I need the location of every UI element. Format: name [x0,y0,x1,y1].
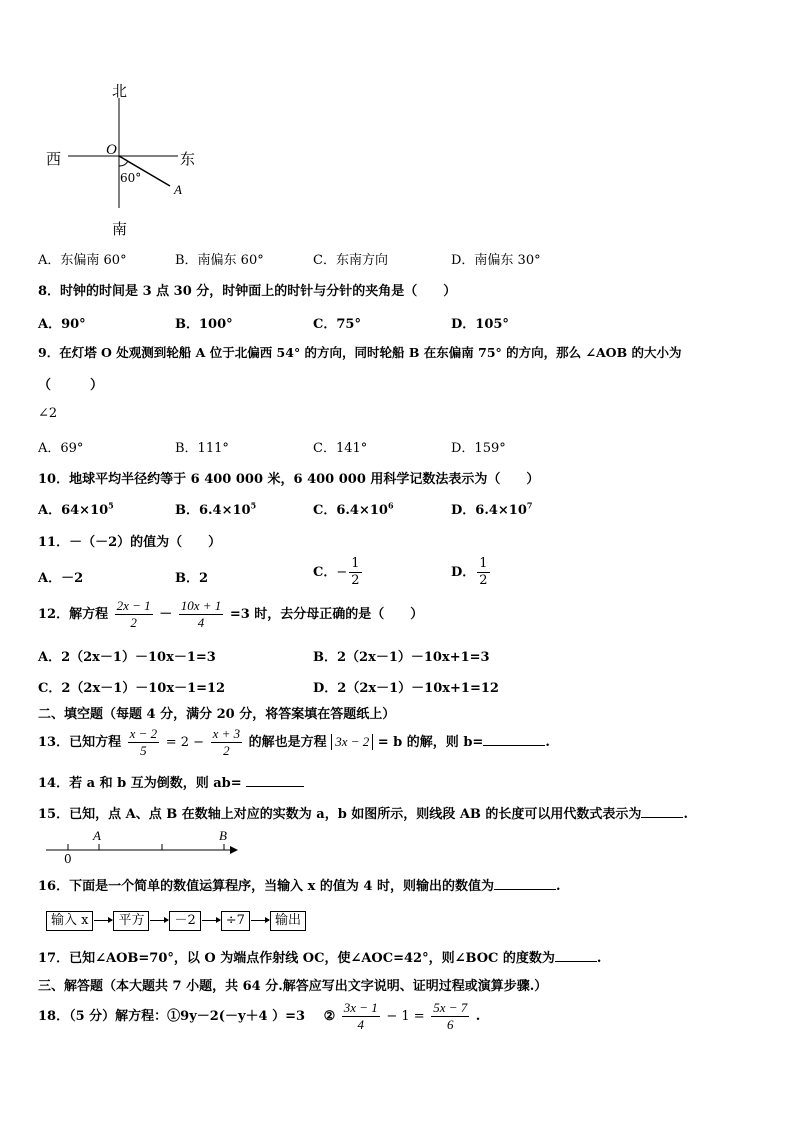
flow-arrow-4 [251,920,269,921]
q12-lead: 12．解方程 [38,607,109,622]
q11-option-a: A．－2 [38,571,84,586]
number-line-arrow [230,846,238,854]
q12-option-a: A．2（2x－1）－10x－1=3 [38,650,216,665]
flow-arrow-1 [94,920,112,921]
q15-stem [38,803,688,822]
q18-f1-num: 3x − 1 [343,1000,378,1015]
flow-box-square: 平方 [113,911,149,931]
q12-minus: － [159,607,173,622]
q12-f2-den: 4 [197,615,205,630]
q17-text: 17．已知∠AOB=70°，以 O 为端点作射线 OC，使∠AOC=42°，则∠BOC 的度数为 [38,951,555,966]
number-line-svg [44,828,244,868]
q12-f1-den: 2 [130,615,137,630]
compass-diagram [40,78,210,238]
q17-end: . [596,951,602,966]
q10-option-c [313,499,394,518]
q7-option-c: C．东南方向 [313,253,388,268]
compass-north-label: 北 [112,82,128,100]
q18-stem [38,1000,480,1033]
flow-box-minus-2: －2 [169,911,200,931]
q10-c-exp: 6 [387,500,394,511]
q9-option-b: B．111° [175,441,229,456]
q14-text: 14．若 a 和 b 互为倒数，则 ab= [38,776,242,791]
compass-east-label: 东 [180,150,196,168]
q18-fraction-2 [431,1000,469,1033]
q12-option-d: D．2（2x－1）－10x+1=12 [313,681,499,696]
number-line-label-a: A [93,828,101,843]
compass-angle-label: 60° [120,171,142,185]
q11-c-label: C． [313,565,337,580]
q7-option-b: B．南偏东 60° [175,253,264,268]
q11-c-sign: − [336,565,348,580]
q7-option-d: D．南偏东 30° [451,253,541,268]
q17-stem [38,947,601,966]
number-line [44,828,244,868]
q16-end: . [556,879,561,894]
q18-f2-den: 6 [446,1017,454,1032]
q8-option-a: A．90° [38,317,86,332]
q11-d-den: 2 [479,573,488,588]
compass-origin-label: O [106,142,117,158]
q10-stem: 10．地球平均半径约等于 6 400 000 米，6 400 000 用科学记数法表示为（ ） [38,472,540,487]
q10-d-exp: 7 [526,500,533,511]
compass-south-label: 南 [112,220,128,238]
q8-stem: 8．时钟的时间是 3 点 30 分，时钟面上的时针与分针的夹角是（ ） [38,284,457,299]
q8-option-b: B．100° [175,317,233,332]
q11-d-num: 1 [479,556,488,571]
number-line-label-zero: 0 [64,852,72,866]
compass-point-a-label: A [174,182,182,197]
q16-flowchart [46,911,306,931]
q14-stem [38,772,304,791]
q10-option-d [451,499,532,518]
q8-option-c: C．75° [313,317,361,332]
q8-option-d: D．105° [451,317,509,332]
q12-stem [38,598,423,631]
q9-stem: 9．在灯塔 O 处观测到轮船 A 位于北偏西 54° 的方向，同时轮船 B 在东偏南 75° 的方向，那么 ∠AOB 的大小为 [38,345,682,360]
q12-f2-num: 10x + 1 [180,598,222,613]
q13-eq: = b 的解，则 b= [377,735,484,750]
q13-f1-den: 5 [140,743,147,758]
flow-box-input: 输入 x [46,911,93,931]
q13-stem [38,726,550,759]
q18-mid: − 1 = [386,1009,425,1024]
q11-d-label: D． [451,565,476,580]
q7-option-a: A．东偏南 60° [38,253,127,268]
q13-mid: = 2 − [165,735,205,750]
q11-option-d [451,556,492,589]
q13-fraction-2 [211,726,243,759]
q12-fraction-2 [179,598,224,631]
q10-c-base: C．6.4×10 [313,503,388,518]
q11-stem: 11．－（－2）的值为（ ） [38,535,222,550]
q10-b-exp: 5 [250,500,257,511]
q13-f2-den: 2 [223,743,230,758]
q13-lead: 13．已知方程 [38,735,122,750]
q9-option-c: C．141° [313,441,368,456]
angle-arc [119,161,128,166]
q13-mid2: 的解也是方程 [248,735,327,750]
q11-d-fraction [477,556,489,589]
q13-fraction-1 [128,726,160,759]
q14-answer-blank[interactable] [246,772,304,787]
q18-lead: 18．（5 分）解方程：①9y－2(－y＋4 ）=3 [38,1009,306,1024]
q11-c-fraction [349,556,361,589]
q13-abs-expr: 3x − 2 [331,734,373,750]
q10-a-base: A．64×10 [38,503,109,518]
q10-b-base: B．6.4×10 [175,503,251,518]
flow-arrow-3 [202,920,220,921]
q18-fraction-1 [342,1000,380,1033]
q18-f1-den: 4 [357,1017,365,1032]
flow-box-divide-7: ÷7 [221,911,250,931]
q11-c-num: 1 [351,556,360,571]
q18-circle-2: ② [323,1009,336,1024]
q12-option-b: B．2（2x－1）－10x+1=3 [313,650,490,665]
q9-paren: （ ） [38,378,104,393]
q10-option-b [175,499,256,518]
q13-f1-num: x − 2 [129,726,158,741]
q17-answer-blank[interactable] [555,947,597,962]
number-line-label-b: B [219,828,227,843]
q9-option-d: D．159° [451,441,506,456]
q12-f1-num: 2x − 1 [116,598,151,613]
q18-f2-num: 5x − 7 [433,1000,468,1015]
q13-f2-num: x + 3 [212,726,241,741]
q12-option-c: C．2（2x－1）－10x－1=12 [38,681,226,696]
q12-tail: =3 时，去分母正确的是（ ） [229,607,424,622]
q10-a-exp: 5 [108,500,114,511]
section-2-heading: 二、填空题（每题 4 分，满分 20 分，将答案填在答题纸上） [38,707,396,722]
q16-stem [38,875,561,894]
q9-option-a: A．69° [38,441,84,456]
q15-end: . [683,807,688,822]
compass-west-label: 西 [46,150,62,168]
q13-answer-blank[interactable] [483,731,545,746]
q15-text: 15．已知，点 A、点 B 在数轴上对应的实数为 a，b 如图所示，则线段 AB 的长度可以用代数式表示为 [38,807,642,822]
q11-option-b: B．2 [175,571,209,586]
q16-answer-blank[interactable] [494,875,556,890]
q18-end: . [475,1009,481,1024]
q9-stray-text: ∠2 [38,406,58,421]
flow-arrow-2 [150,920,168,921]
q10-option-a [38,499,114,518]
section-3-heading: 三、解答题（本大题共 7 小题，共 64 分.解答应写出文字说明、证明过程或演算步骤.） [38,979,548,994]
flow-box-output: 输出 [270,911,306,931]
q11-c-den: 2 [351,573,360,588]
q13-end: . [545,735,550,750]
q12-fraction-1 [115,598,153,631]
q10-d-base: D．6.4×10 [451,503,527,518]
q16-text: 16．下面是一个简单的数值运算程序，当输入 x 的值为 4 时，则输出的数值为 [38,879,494,894]
q11-option-c [313,556,364,589]
q15-answer-blank[interactable] [641,803,683,818]
